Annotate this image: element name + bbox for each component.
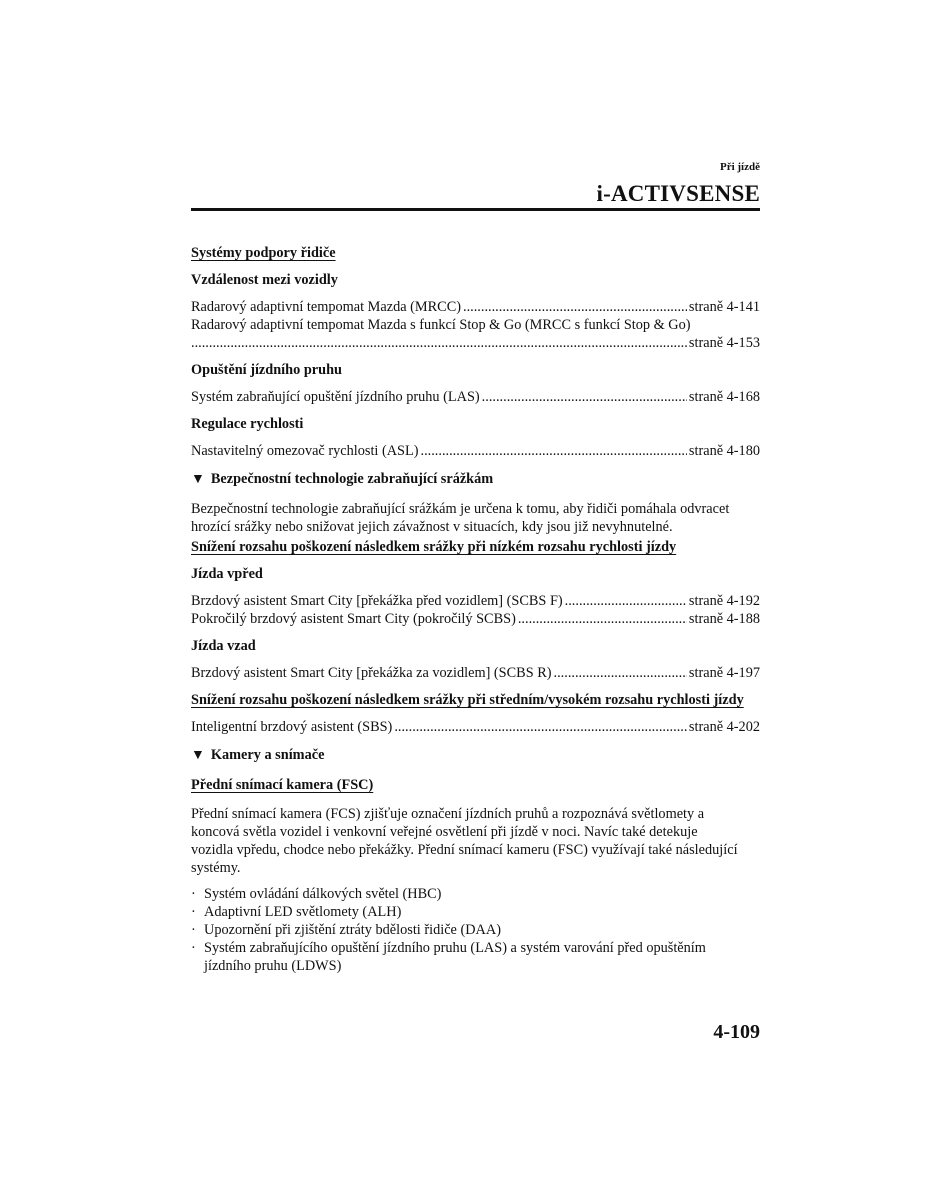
toc-entry-scbs-f xyxy=(191,592,760,610)
chapter-label: Při jízdě xyxy=(719,161,760,173)
page-content xyxy=(191,244,760,975)
toc-entry-asl xyxy=(191,442,760,460)
toc-entry-leader-row xyxy=(191,334,760,352)
toc-entry-page: straně 4-202 xyxy=(688,719,760,735)
lane-departure-subheading: Opuštění jízdního pruhu xyxy=(191,362,342,378)
leader-dots xyxy=(421,442,687,460)
toc-entry-page: straně 4-168 xyxy=(688,389,760,405)
leader-dots xyxy=(518,610,687,628)
list-item xyxy=(191,939,760,975)
list-item-text: Adaptivní LED světlomety (ALH) xyxy=(204,904,402,920)
toc-entry-page: straně 4-197 xyxy=(688,665,760,681)
toc-entry-page: straně 4-141 xyxy=(688,299,760,315)
bullet-marker: · xyxy=(191,904,196,920)
mid-high-speed-heading: Snížení rozsahu poškození následkem srážky při středním/vysokém rozsahu rychlosti jízdy xyxy=(191,692,744,708)
list-item xyxy=(191,921,760,939)
leader-dots xyxy=(554,664,687,682)
collision-safety-intro: Bezpečnostní technologie zabraňující srážkám je určena k tomu, aby řidiči pomáhala odvracet hrozící srážky nebo snižovat jejich závažnost v situacích, kdy jsou již nevyhnutelné. xyxy=(191,501,730,535)
toc-entry-text: Brzdový asistent Smart City [překážka za vozidlem] (SCBS R) xyxy=(191,665,552,681)
toc-entry-text: Brzdový asistent Smart City [překážka před vozidlem] (SCBS F) xyxy=(191,593,563,609)
toc-entry-mrcc-stop-go xyxy=(191,316,760,352)
toc-entry-text: Nastavitelný omezovač rychlosti (ASL) xyxy=(191,443,419,459)
toc-entry-text: Radarový adaptivní tempomat Mazda (MRCC) xyxy=(191,299,461,315)
list-item-text: Upozornění při zjištění ztráty bdělosti řidiče (DAA) xyxy=(204,922,501,938)
section-title: Bezpečnostní technologie zabraňující srážkám xyxy=(210,471,494,487)
list-item-text: Systém ovládání dálkových světel (HBC) xyxy=(204,886,442,902)
distance-subheading: Vzdálenost mezi vozidly xyxy=(191,272,338,288)
toc-entry-text: Systém zabraňující opuštění jízdního pruhu (LAS) xyxy=(191,389,480,405)
list-item xyxy=(191,885,760,903)
speed-regulation-subheading: Regulace rychlosti xyxy=(191,416,304,432)
triangle-down-icon: ▼ xyxy=(191,472,205,487)
bullet-marker: · xyxy=(191,940,196,956)
fsc-paragraph: Přední snímací kamera (FCS) zjišťuje označení jízdních pruhů a rozpoznává světlomety a koncová světla vozidel i venkovní veřejné osvětlení při jízdě v noci. Navíc také detekuje vozidla vpředu, chodce nebo překážky. Přední snímací kameru (FSC) využívají také následující systémy. xyxy=(191,806,738,876)
leader-dots xyxy=(482,388,687,406)
leader-dots xyxy=(463,298,687,316)
toc-entry-page: straně 4-188 xyxy=(688,611,760,627)
driver-assist-heading: Systémy podpory řidiče xyxy=(191,245,336,261)
fsc-heading: Přední snímací kamera (FSC) xyxy=(191,777,374,793)
toc-entry-page: straně 4-153 xyxy=(688,335,760,351)
header-rule xyxy=(191,208,760,211)
fsc-system-list xyxy=(191,885,760,975)
leader-dots xyxy=(191,334,687,352)
toc-entry-sbs xyxy=(191,718,760,736)
collision-safety-heading xyxy=(191,470,760,489)
triangle-down-icon: ▼ xyxy=(191,748,205,763)
section-title: Kamery a snímače xyxy=(210,747,325,763)
bullet-marker: · xyxy=(191,886,196,902)
toc-entry-las xyxy=(191,388,760,406)
cameras-sensors-heading xyxy=(191,746,760,765)
toc-entry-text: Radarový adaptivní tempomat Mazda s funkcí Stop & Go (MRCC s funkcí Stop & Go) xyxy=(191,317,691,333)
toc-entry-advanced-scbs xyxy=(191,610,760,628)
leader-dots xyxy=(565,592,687,610)
list-item-text: Systém zabraňujícího opuštění jízdního pruhu (LAS) a systém varování před opuštěním jízdního pruhu (LDWS) xyxy=(204,940,706,974)
toc-entry-mrcc xyxy=(191,298,760,316)
toc-entry-scbs-r xyxy=(191,664,760,682)
list-item xyxy=(191,903,760,921)
toc-entry-text: Inteligentní brzdový asistent (SBS) xyxy=(191,719,393,735)
toc-entry-page: straně 4-180 xyxy=(688,443,760,459)
forward-subheading: Jízda vpřed xyxy=(191,566,263,582)
chapter-title: i-ACTIVSENSE xyxy=(596,181,760,206)
page-header xyxy=(191,160,760,208)
toc-entry-page: straně 4-192 xyxy=(688,593,760,609)
page-number: 4-109 xyxy=(713,1021,760,1043)
toc-entry-text: Pokročilý brzdový asistent Smart City (pokročilý SCBS) xyxy=(191,611,516,627)
reverse-subheading: Jízda vzad xyxy=(191,638,256,654)
leader-dots xyxy=(394,718,687,736)
low-speed-heading: Snížení rozsahu poškození následkem srážky při nízkém rozsahu rychlosti jízdy xyxy=(191,539,677,555)
bullet-marker: · xyxy=(191,922,196,938)
